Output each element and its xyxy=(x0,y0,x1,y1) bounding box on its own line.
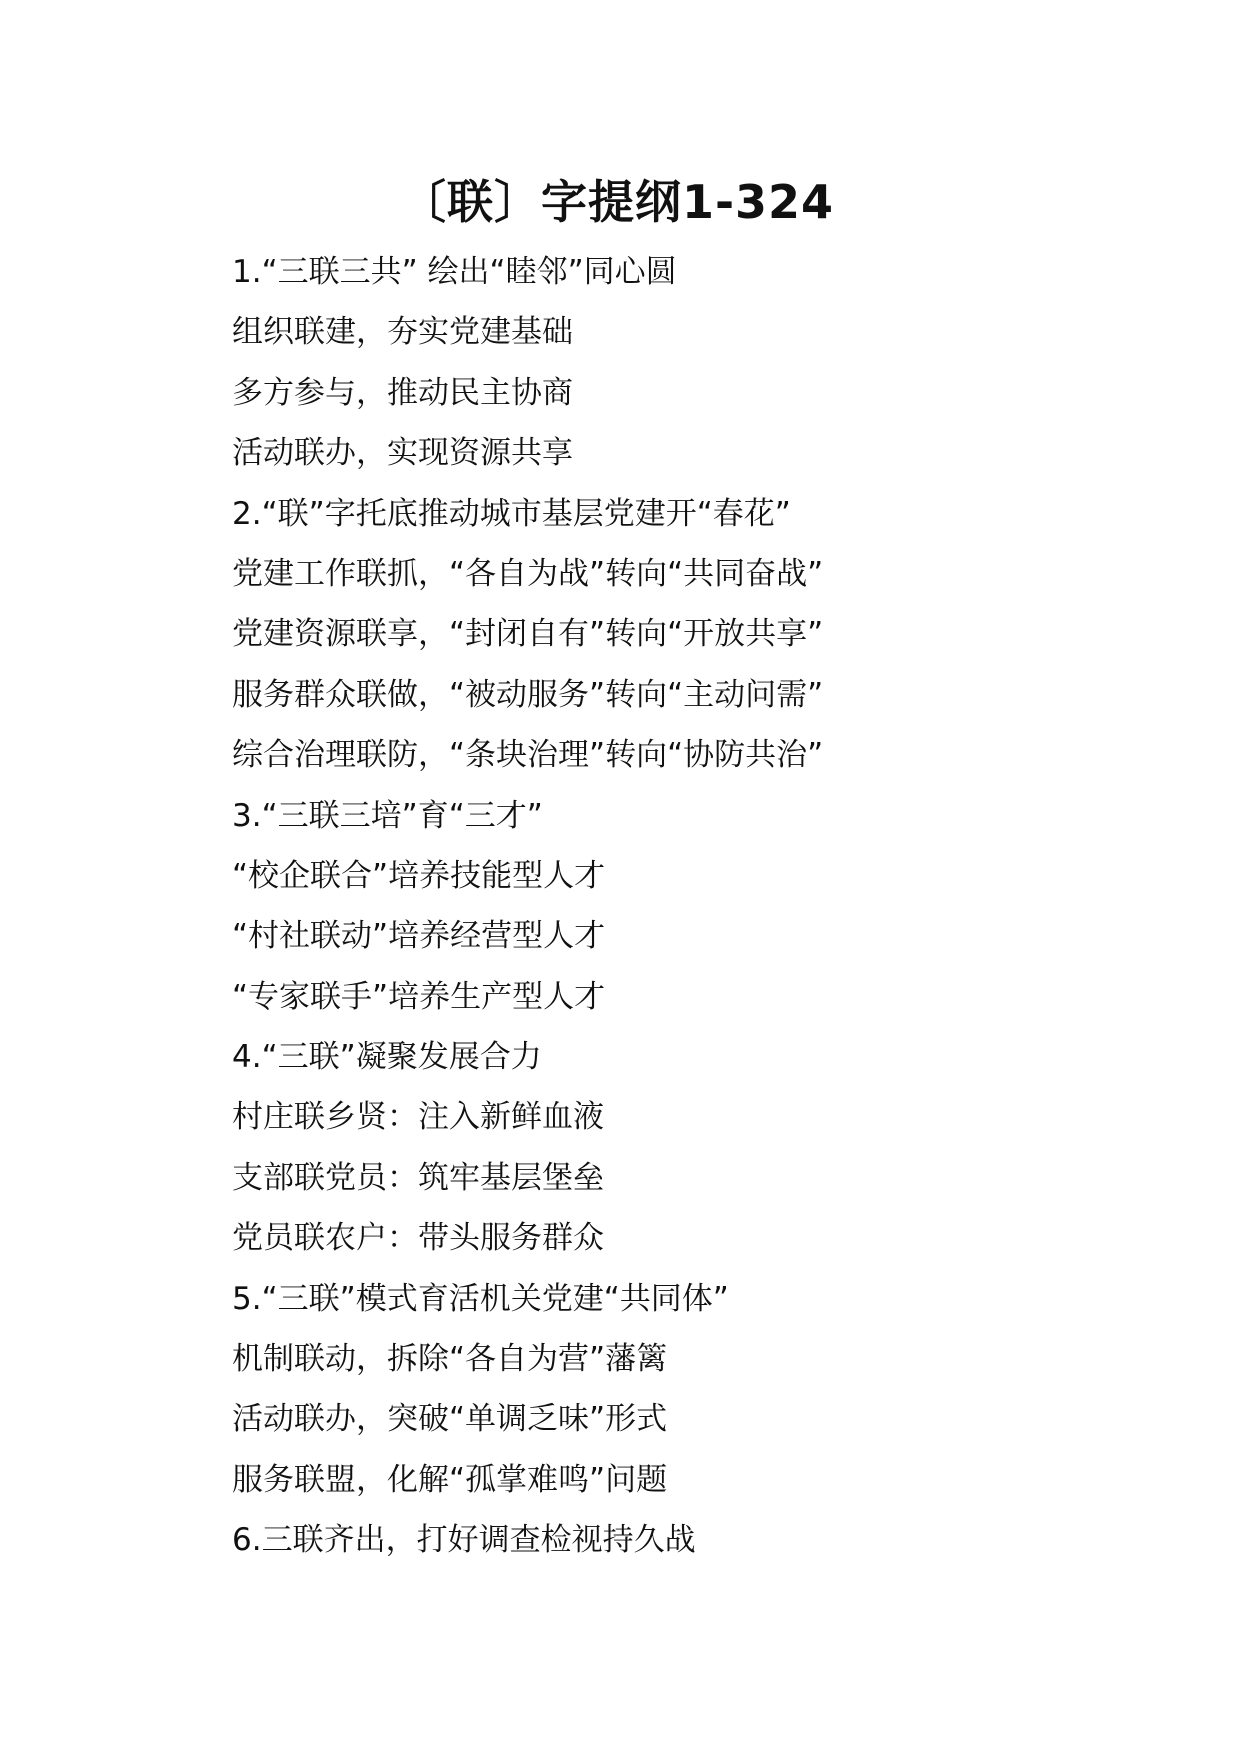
outline-heading-5: 5.“三联”模式育活机关党建“共同体” xyxy=(232,1280,729,1317)
outline-item: “校企联合”培养技能型人才 xyxy=(232,857,606,894)
outline-item: 党员联农户：带头服务群众 xyxy=(232,1220,604,1257)
outline-item: 活动联办，实现资源共享 xyxy=(232,435,573,472)
outline-heading-1: 1.“三联三共” 绘出“睦邻”同心圆 xyxy=(232,254,677,290)
outline-item: “村社联动”培养经营型人才 xyxy=(232,918,606,955)
outline-item: 党建工作联抓，“各自为战”转向“共同奋战” xyxy=(232,555,824,592)
outline-item: “专家联手”培养生产型人才 xyxy=(232,978,606,1015)
document-title: 〔联〕字提纲1-324 xyxy=(399,175,835,229)
outline-item: 党建资源联享，“封闭自有”转向“开放共享” xyxy=(232,616,824,653)
outline-heading-2: 2.“联”字托底推动城市基层党建开“春花” xyxy=(232,495,791,532)
outline-item: 支部联党员：筑牢基层堡垒 xyxy=(232,1159,604,1196)
outline-item: 综合治理联防，“条块治理”转向“协防共治” xyxy=(232,737,824,774)
outline-item: 服务群众联做，“被动服务”转向“主动问需” xyxy=(232,676,824,713)
outline-item: 村庄联乡贤：注入新鲜血液 xyxy=(232,1099,604,1136)
outline-item: 机制联动，拆除“各自为营”藩篱 xyxy=(232,1341,668,1378)
outline-heading-4: 4.“三联”凝聚发展合力 xyxy=(232,1039,542,1076)
outline-item: 服务联盟，化解“孤掌难鸣”问题 xyxy=(232,1461,668,1498)
outline-list xyxy=(232,242,1172,1571)
outline-item: 组织联建，夯实党建基础 xyxy=(232,314,573,351)
outline-heading-6: 6.三联齐出，打好调查检视持久战 xyxy=(232,1522,696,1559)
outline-item: 多方参与，推动民主协商 xyxy=(232,374,573,411)
outline-heading-3: 3.“三联三培”育“三才” xyxy=(232,797,543,834)
outline-item: 活动联办，突破“单调乏味”形式 xyxy=(232,1401,668,1438)
